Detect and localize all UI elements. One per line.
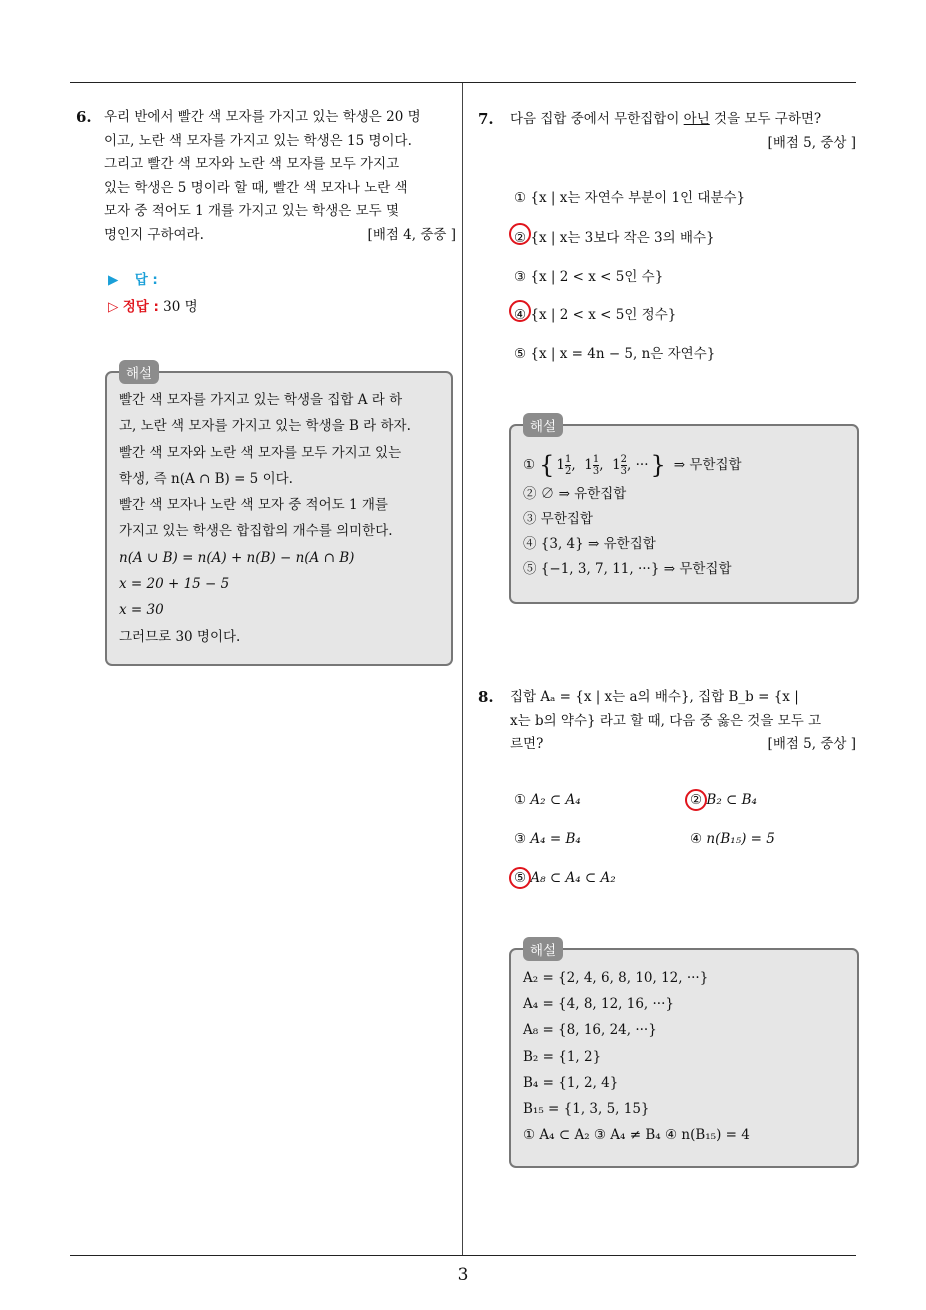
red-circle-icon	[509, 223, 531, 245]
q7-choice-mark: ①	[514, 190, 527, 206]
q7-exp-line: ② ∅ ⇒ 유한집합	[523, 486, 627, 502]
q6-exp-line: 빨간 색 모자나 노란 색 모자 중 적어도 1 개를	[119, 497, 388, 514]
q8-choice-mark: ⑤	[514, 870, 527, 886]
play-icon: ▶	[108, 272, 119, 288]
q8-choice-4	[690, 831, 775, 847]
q7-exp-tail: ⇒ 무한집합	[673, 456, 742, 473]
q6-exp-line: 가지고 있는 학생은 합집합의 개수를 의미한다.	[119, 523, 393, 540]
q6-explanation-box	[105, 366, 453, 666]
question-7-text	[510, 108, 856, 155]
q8-choice-text: A₄ = B₄	[530, 831, 581, 847]
question-8-text	[510, 686, 856, 757]
red-circle-icon	[685, 789, 707, 811]
q6-exp-line: n(A ∪ B) = n(A) + n(B) − n(A ∩ B)	[119, 549, 355, 566]
q8-exp-line: A₈ = {8, 16, 24, ···}	[523, 1022, 657, 1039]
q6-explanation-tag: 해설	[119, 360, 159, 384]
q6-line: 있는 학생은 5 명이라 할 때, 빨간 색 모자나 노란 색	[104, 179, 408, 196]
q6-line: 이고, 노란 색 모자를 가지고 있는 학생은 15 명이다.	[104, 132, 412, 149]
q8-choice-mark: ④	[690, 831, 703, 847]
q8-exp-line: A₂ = {2, 4, 6, 8, 10, 12, ···}	[523, 970, 709, 986]
q6-answer-label: 답 :	[134, 272, 158, 288]
red-circle-icon	[509, 300, 531, 322]
q6-exp-line: 빨간 색 모자와 노란 색 모자를 모두 가지고 있는	[119, 444, 402, 461]
q6-correct-value: 30 명	[163, 299, 198, 315]
q6-line: 명인지 구하여라.	[104, 226, 204, 243]
q8-line: 집합 Aₐ = {x | x는 a의 배수}, 집합 B_b = {x |	[510, 689, 799, 705]
q6-exp-line: 학생, 즉 n(A ∩ B) = 5 이다.	[119, 470, 293, 487]
q6-meta: [배점 4, 중중 ]	[367, 226, 456, 243]
q7-choice-text: {x | 2 < x < 5인 수}	[530, 269, 664, 285]
triangle-icon: ▷	[108, 299, 119, 315]
q7-explanation-box	[509, 419, 859, 604]
q8-choice-1	[514, 792, 581, 808]
q6-correct-row	[108, 295, 198, 315]
q6-line: 그리고 빨간 색 모자와 노란 색 모자를 모두 가지고	[104, 156, 400, 172]
q7-choice-5	[514, 342, 715, 362]
q6-exp-line: 그러므로 30 명이다.	[119, 628, 241, 645]
q7-choice-2	[514, 226, 715, 246]
q6-exp-line: 빨간 색 모자를 가지고 있는 학생을 집합 A 라 하	[119, 392, 403, 408]
q7-choice-mark: ②	[514, 230, 527, 246]
q8-choice-text: n(B₁₅) = 5	[706, 831, 775, 847]
q7-choice-1	[514, 186, 745, 206]
footer-rule	[70, 1255, 856, 1256]
q8-meta: [배점 5, 중상 ]	[767, 736, 856, 752]
frac-den: 3	[620, 465, 628, 477]
question-6-text	[104, 106, 456, 247]
q8-choice-text: A₈ ⊂ A₄ ⊂ A₂	[530, 870, 616, 886]
q7-choice-mark: ③	[514, 269, 527, 285]
q6-exp-line: 고, 노란 색 모자를 가지고 있는 학생을 B 라 하자.	[119, 418, 411, 435]
q8-choice-text: B₂ ⊂ B₄	[706, 792, 757, 808]
q8-exp-line: A₄ = {4, 8, 12, 16, ···}	[523, 996, 674, 1013]
q6-correct-label: 정답 :	[122, 299, 159, 315]
q8-line: 르면?	[510, 736, 544, 752]
q8-exp-line: B₂ = {1, 2}	[523, 1048, 602, 1065]
q8-choice-mark: ①	[514, 792, 527, 808]
question-6-number: 6.	[76, 108, 92, 126]
frac-num: 1	[564, 453, 572, 465]
q7-choice-text: {x | x = 4n − 5, n은 자연수}	[530, 346, 716, 362]
q8-choice-5	[514, 870, 616, 886]
q8-exp-line: B₁₅ = {1, 3, 5, 15}	[523, 1101, 650, 1118]
frac-den: 2	[564, 465, 572, 477]
q6-line: 모자 중 적어도 1 개를 가지고 있는 학생은 모두 몇	[104, 203, 399, 219]
q8-explanation-box	[509, 943, 859, 1168]
q7-text-after: 것을 모두 구하면?	[709, 111, 822, 127]
q7-choice-mark: ④	[514, 307, 527, 323]
q7-meta: [배점 5, 중상 ]	[767, 134, 856, 151]
q7-choice-text: {x | 2 < x < 5인 정수}	[530, 307, 677, 323]
q8-choice-3	[514, 831, 581, 847]
q7-exp-line: ③ 무한집합	[523, 511, 593, 527]
q8-choice-2	[690, 792, 757, 808]
q8-choice-mark: ③	[514, 831, 527, 847]
q8-exp-line: ① A₄ ⊂ A₂ ③ A₄ ≠ B₄ ④ n(B₁₅) = 4	[523, 1127, 750, 1144]
question-7-number: 7.	[478, 110, 494, 128]
q6-exp-line: x = 20 + 15 − 5	[119, 576, 230, 593]
red-circle-icon	[509, 867, 531, 889]
q7-exp-line: ⑤ {−1, 3, 7, 11, ···} ⇒ 무한집합	[523, 561, 732, 577]
q8-choice-text: A₂ ⊂ A₄	[530, 792, 581, 808]
q7-choice-mark: ⑤	[514, 346, 527, 362]
q6-answer-row	[108, 268, 158, 288]
q7-explanation-tag: 해설	[523, 413, 563, 437]
page-number: 3	[457, 1265, 469, 1285]
q7-choice-3	[514, 265, 663, 285]
q7-text-underlined: 아닌	[683, 111, 710, 127]
q8-exp-line: B₄ = {1, 2, 4}	[523, 1074, 619, 1091]
frac-num: 2	[620, 453, 628, 465]
q7-choice-4	[514, 303, 676, 323]
q7-exp-line: ④ {3, 4} ⇒ 유한집합	[523, 536, 656, 552]
q6-line: 우리 반에서 빨간 색 모자를 가지고 있는 학생은 20 명	[104, 109, 421, 125]
q7-exp-mark: ①	[523, 456, 536, 473]
q8-explanation-tag: 해설	[523, 937, 563, 961]
q8-choice-mark: ②	[690, 792, 703, 808]
q6-exp-line: x = 30	[119, 602, 164, 619]
frac-num: 1	[592, 453, 600, 465]
column-divider	[462, 83, 463, 1255]
q7-exp-line-1: ① { 1 $\frac{1}{2}$ , 1 $\frac{1}{3}$ , 1 $\frac{2}{3}$ , ··· } ⇒ 무한집합	[523, 451, 742, 479]
q7-choice-text: {x | x는 3보다 작은 3의 배수}	[530, 230, 715, 246]
q7-text-before: 다음 집합 중에서 무한집합이	[510, 111, 684, 127]
question-8-number: 8.	[478, 688, 494, 706]
frac-den: 3	[592, 465, 600, 477]
q8-line: x는 b의 약수} 라고 할 때, 다음 중 옳은 것을 모두 고	[510, 712, 822, 729]
header-rule	[70, 82, 856, 83]
q7-choice-text: {x | x는 자연수 부분이 1인 대분수}	[530, 190, 746, 206]
